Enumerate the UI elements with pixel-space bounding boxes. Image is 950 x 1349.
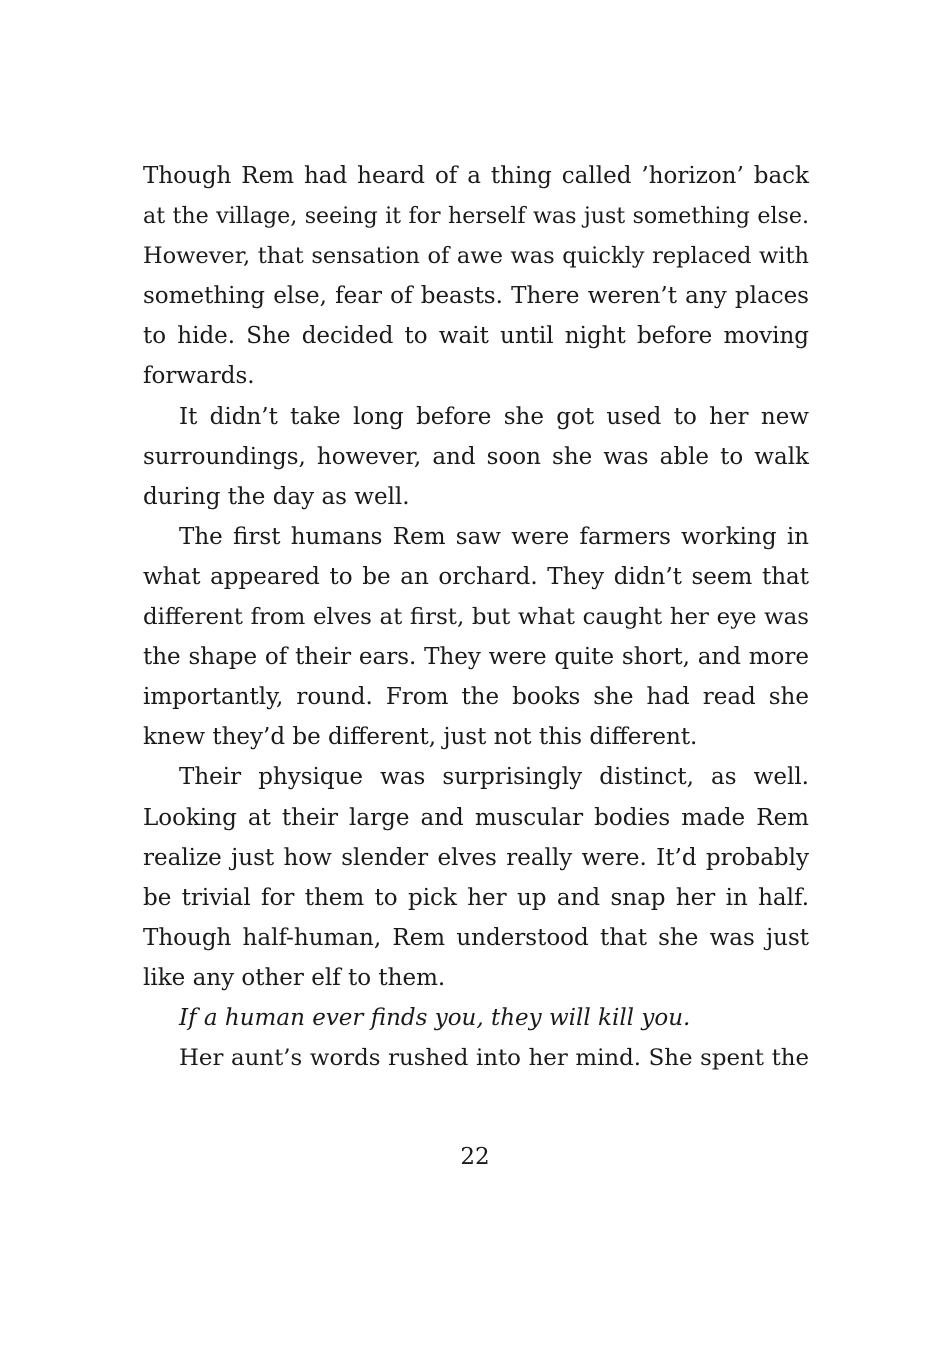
text-line: However, that sensation of awe was quickly replaced with [143, 243, 809, 270]
paragraph [143, 397, 809, 517]
text-line: what appeared to be an orchard. They didn’t seem that [143, 563, 809, 590]
text-line: Though Rem had heard of a thing called ’horizon’ back [143, 163, 809, 189]
text-line: the shape of their ears. They were quite short, and more [143, 644, 809, 671]
text-line: Her aunt’s words rushed into her mind. She spent the [179, 1045, 809, 1072]
italic-text-line: If a human ever finds you, they will kill you. [179, 1004, 691, 1031]
text-line: realize just how slender elves really were. It’d probably [143, 844, 809, 871]
text-line: during the day as well. [143, 483, 410, 510]
paragraph [143, 1038, 809, 1078]
paragraph [143, 156, 809, 397]
text-line: forwards. [143, 363, 255, 390]
text-line: something else, fear of beasts. There weren’t any places [143, 283, 809, 310]
page-body [143, 156, 809, 1078]
text-line: Looking at their large and muscular bodies made Rem [143, 804, 809, 831]
text-line: surroundings, however, and soon she was able to walk [143, 443, 809, 470]
text-line: knew they’d be different, just not this different. [143, 724, 698, 751]
text-line: be trivial for them to pick her up and snap her in half. [143, 884, 809, 911]
page-number: 22 [460, 1144, 490, 1170]
text-line: like any other elf to them. [143, 964, 446, 991]
italic-paragraph [143, 998, 809, 1038]
text-line: importantly, round. From the books she had read she [143, 684, 809, 711]
paragraph [143, 757, 809, 998]
text-line: different from elves at first, but what caught her eye was [143, 604, 809, 631]
text-line: The first humans Rem saw were farmers working in [179, 523, 809, 550]
text-line: Their physique was surprisingly distinct, as well. [179, 764, 809, 791]
text-line: It didn’t take long before she got used to her new [179, 403, 809, 430]
text-line: Though half-human, Rem understood that she was just [143, 924, 809, 951]
text-line: at the village, seeing it for herself was just something else. [143, 203, 809, 230]
paragraph [143, 517, 809, 758]
text-line: to hide. She decided to wait until night before moving [143, 323, 809, 350]
